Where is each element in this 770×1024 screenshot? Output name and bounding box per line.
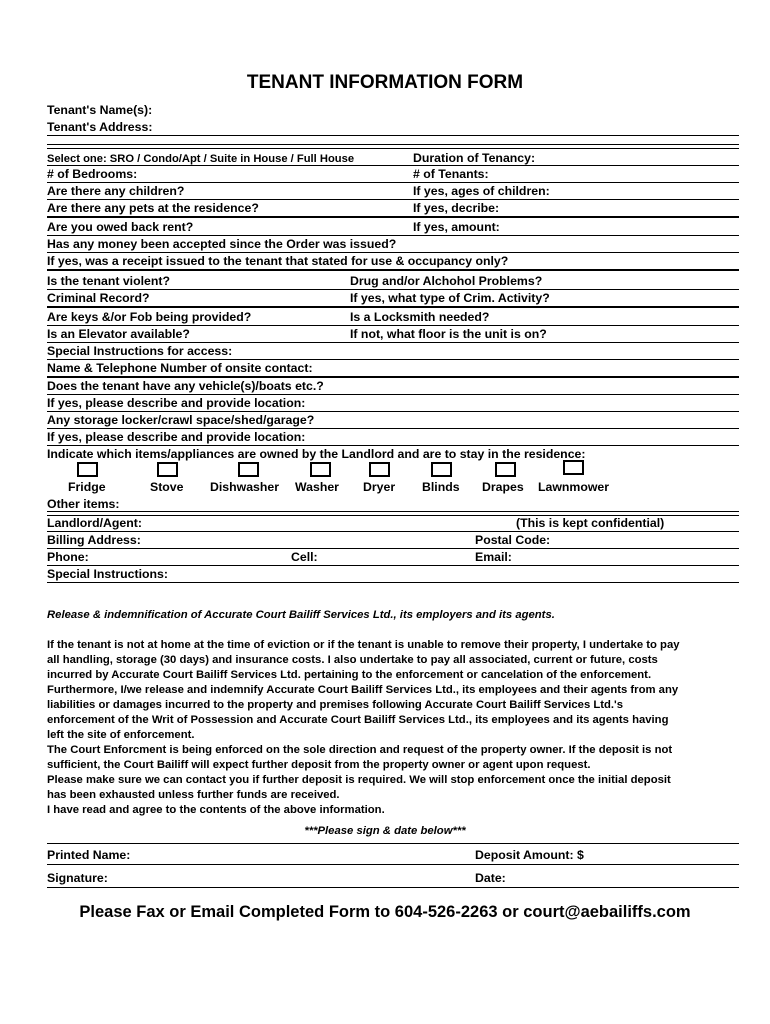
storage-location-label: If yes, please describe and provide location: (47, 430, 306, 444)
access-instructions-label: Special Instructions for access: (47, 344, 233, 358)
dryer-checkbox[interactable] (369, 462, 390, 477)
stove-checkbox[interactable] (157, 462, 178, 477)
money-accepted-label: Has any money been accepted since the Order was issued? (47, 237, 397, 251)
storage-label: Any storage locker/crawl space/shed/garage? (47, 413, 315, 427)
release-text (47, 638, 737, 818)
divider (47, 394, 739, 395)
elevator-label: Is an Elevator available? (47, 327, 190, 341)
postal-code-label: Postal Code: (475, 533, 551, 547)
appliance-label: Fridge (68, 480, 106, 494)
email-label: Email: (475, 550, 512, 564)
divider (47, 252, 739, 253)
tenant-address-label: Tenant's Address: (47, 120, 153, 134)
vehicles-location-label: If yes, please describe and provide location: (47, 396, 306, 410)
release-line: I have read and agree to the contents of the above information. (47, 804, 385, 816)
form-title: TENANT INFORMATION FORM (246, 72, 524, 93)
divider (47, 531, 739, 532)
appliance-label: Drapes (482, 480, 524, 494)
divider (47, 582, 739, 583)
divider (47, 144, 739, 149)
lawnmower-checkbox[interactable] (563, 460, 584, 475)
phone-label: Phone: (47, 550, 89, 564)
tenants-count-label: # of Tenants: (413, 167, 489, 181)
release-line: all handling, storage (30 days) and insurance costs. I also undertake to pay all associated, current or future, costs (47, 654, 658, 666)
blinds-checkbox[interactable] (431, 462, 452, 477)
pets-describe-label: If yes, decribe: (413, 201, 500, 215)
tenant-names-label: Tenant's Name(s): (47, 103, 153, 117)
receipt-label: If yes, was a receipt issued to the tenant that stated for use & occupancy only? (47, 254, 509, 268)
divider (47, 165, 739, 166)
divider (47, 135, 739, 136)
divider (47, 199, 739, 200)
duration-label: Duration of Tenancy: (413, 151, 536, 165)
appliance-label: Washer (295, 480, 339, 494)
divider (47, 269, 739, 271)
release-heading: Release & indemnification of Accurate Court Bailiff Services Ltd., its employers and its agents. (47, 609, 555, 621)
keys-label: Are keys &/or Fob being provided? (47, 310, 252, 324)
release-line: Furthermore, I/we release and indemnify Accurate Court Bailiff Services Ltd., its employees and their agents from any (47, 684, 679, 696)
criminal-label: Criminal Record? (47, 291, 150, 305)
dishwasher-checkbox[interactable] (238, 462, 259, 477)
rent-amount-label: If yes, amount: (413, 220, 500, 234)
divider (47, 376, 739, 378)
children-ages-label: If yes, ages of children: (413, 184, 550, 198)
date-label: Date: (475, 871, 506, 885)
appliance-label: Stove (150, 480, 184, 494)
release-line: If the tenant is not at home at the time of eviction or if the tenant is unable to remove their property, I undertake to pay (47, 639, 680, 651)
appliance-label: Blinds (422, 480, 460, 494)
appliance-label: Dryer (363, 480, 396, 494)
appliance-label: Dishwasher (210, 480, 280, 494)
washer-checkbox[interactable] (310, 462, 331, 477)
release-line: has been exhausted unless further funds are received. (47, 789, 340, 801)
release-line: left the site of enforcement. (47, 729, 195, 741)
billing-label: Billing Address: (47, 533, 141, 547)
drug-label: Drug and/or Alchohol Problems? (350, 274, 543, 288)
printed-name-label: Printed Name: (47, 848, 131, 862)
locksmith-label: Is a Locksmith needed? (350, 310, 490, 324)
divider (47, 565, 739, 566)
landlord-instructions-label: Special Instructions: (47, 567, 168, 581)
divider (47, 864, 739, 865)
divider (47, 216, 739, 218)
unit-type-label: Select one: SRO / Condo/Apt / Suite in House / Full House (47, 153, 355, 165)
sign-note: ***Please sign & date below*** (304, 825, 466, 837)
divider (47, 411, 739, 412)
appliances-intro-label: Indicate which items/appliances are owned by the Landlord and are to stay in the residence: (47, 447, 586, 461)
vehicles-label: Does the tenant have any vehicle(s)/boats etc.? (47, 379, 324, 393)
divider (47, 342, 739, 343)
divider (47, 445, 739, 446)
confidential-note: (This is kept confidential) (516, 516, 665, 530)
floor-label: If not, what floor is the unit is on? (350, 327, 547, 341)
bedrooms-label: # of Bedrooms: (47, 167, 138, 181)
children-label: Are there any children? (47, 184, 185, 198)
landlord-label: Landlord/Agent: (47, 516, 142, 530)
divider (47, 182, 739, 183)
release-line: enforcement of the Writ of Possession and Accurate Court Bailiff Services Ltd., its employees and its agents having (47, 714, 669, 726)
appliance-label: Lawnmower (538, 480, 610, 494)
divider (47, 325, 739, 326)
divider (47, 306, 739, 308)
release-line: Please make sure we can contact you if further deposit is required. We will stop enforcement once the initial deposit (47, 774, 671, 786)
drapes-checkbox[interactable] (495, 462, 516, 477)
signature-label: Signature: (47, 871, 108, 885)
other-items-label: Other items: (47, 497, 120, 511)
onsite-contact-label: Name & Telephone Number of onsite contact: (47, 361, 313, 375)
pets-label: Are there any pets at the residence? (47, 201, 259, 215)
divider (47, 289, 739, 290)
violent-label: Is the tenant violent? (47, 274, 170, 288)
rent-owed-label: Are you owed back rent? (47, 220, 194, 234)
fridge-checkbox[interactable] (77, 462, 98, 477)
deposit-amount-label: Deposit Amount: $ (475, 848, 584, 862)
release-line: sufficient, the Court Bailiff will expect further deposit from the property owner or agent upon request. (47, 759, 591, 771)
crim-type-label: If yes, what type of Crim. Activity? (350, 291, 550, 305)
divider (47, 887, 739, 888)
divider (47, 428, 739, 429)
divider (47, 359, 739, 360)
release-line: liabilities or damages incurred to the property and premises following Accurate Court Bailiff Services Ltd.'s (47, 699, 624, 711)
divider (47, 548, 739, 549)
release-line: The Court Enforcment is being enforced on the sole direction and request of the property owner. If the deposit is not (47, 744, 673, 756)
cell-label: Cell: (291, 550, 318, 564)
release-line: incurred by Accurate Court Bailiff Services Ltd. pertaining to the enforcement or cancelation of the enforcement. (47, 669, 652, 681)
divider (47, 235, 739, 236)
divider (47, 843, 739, 844)
footer-contact: Please Fax or Email Completed Form to 604-526-2263 or court@aebailiffs.com (79, 903, 691, 921)
